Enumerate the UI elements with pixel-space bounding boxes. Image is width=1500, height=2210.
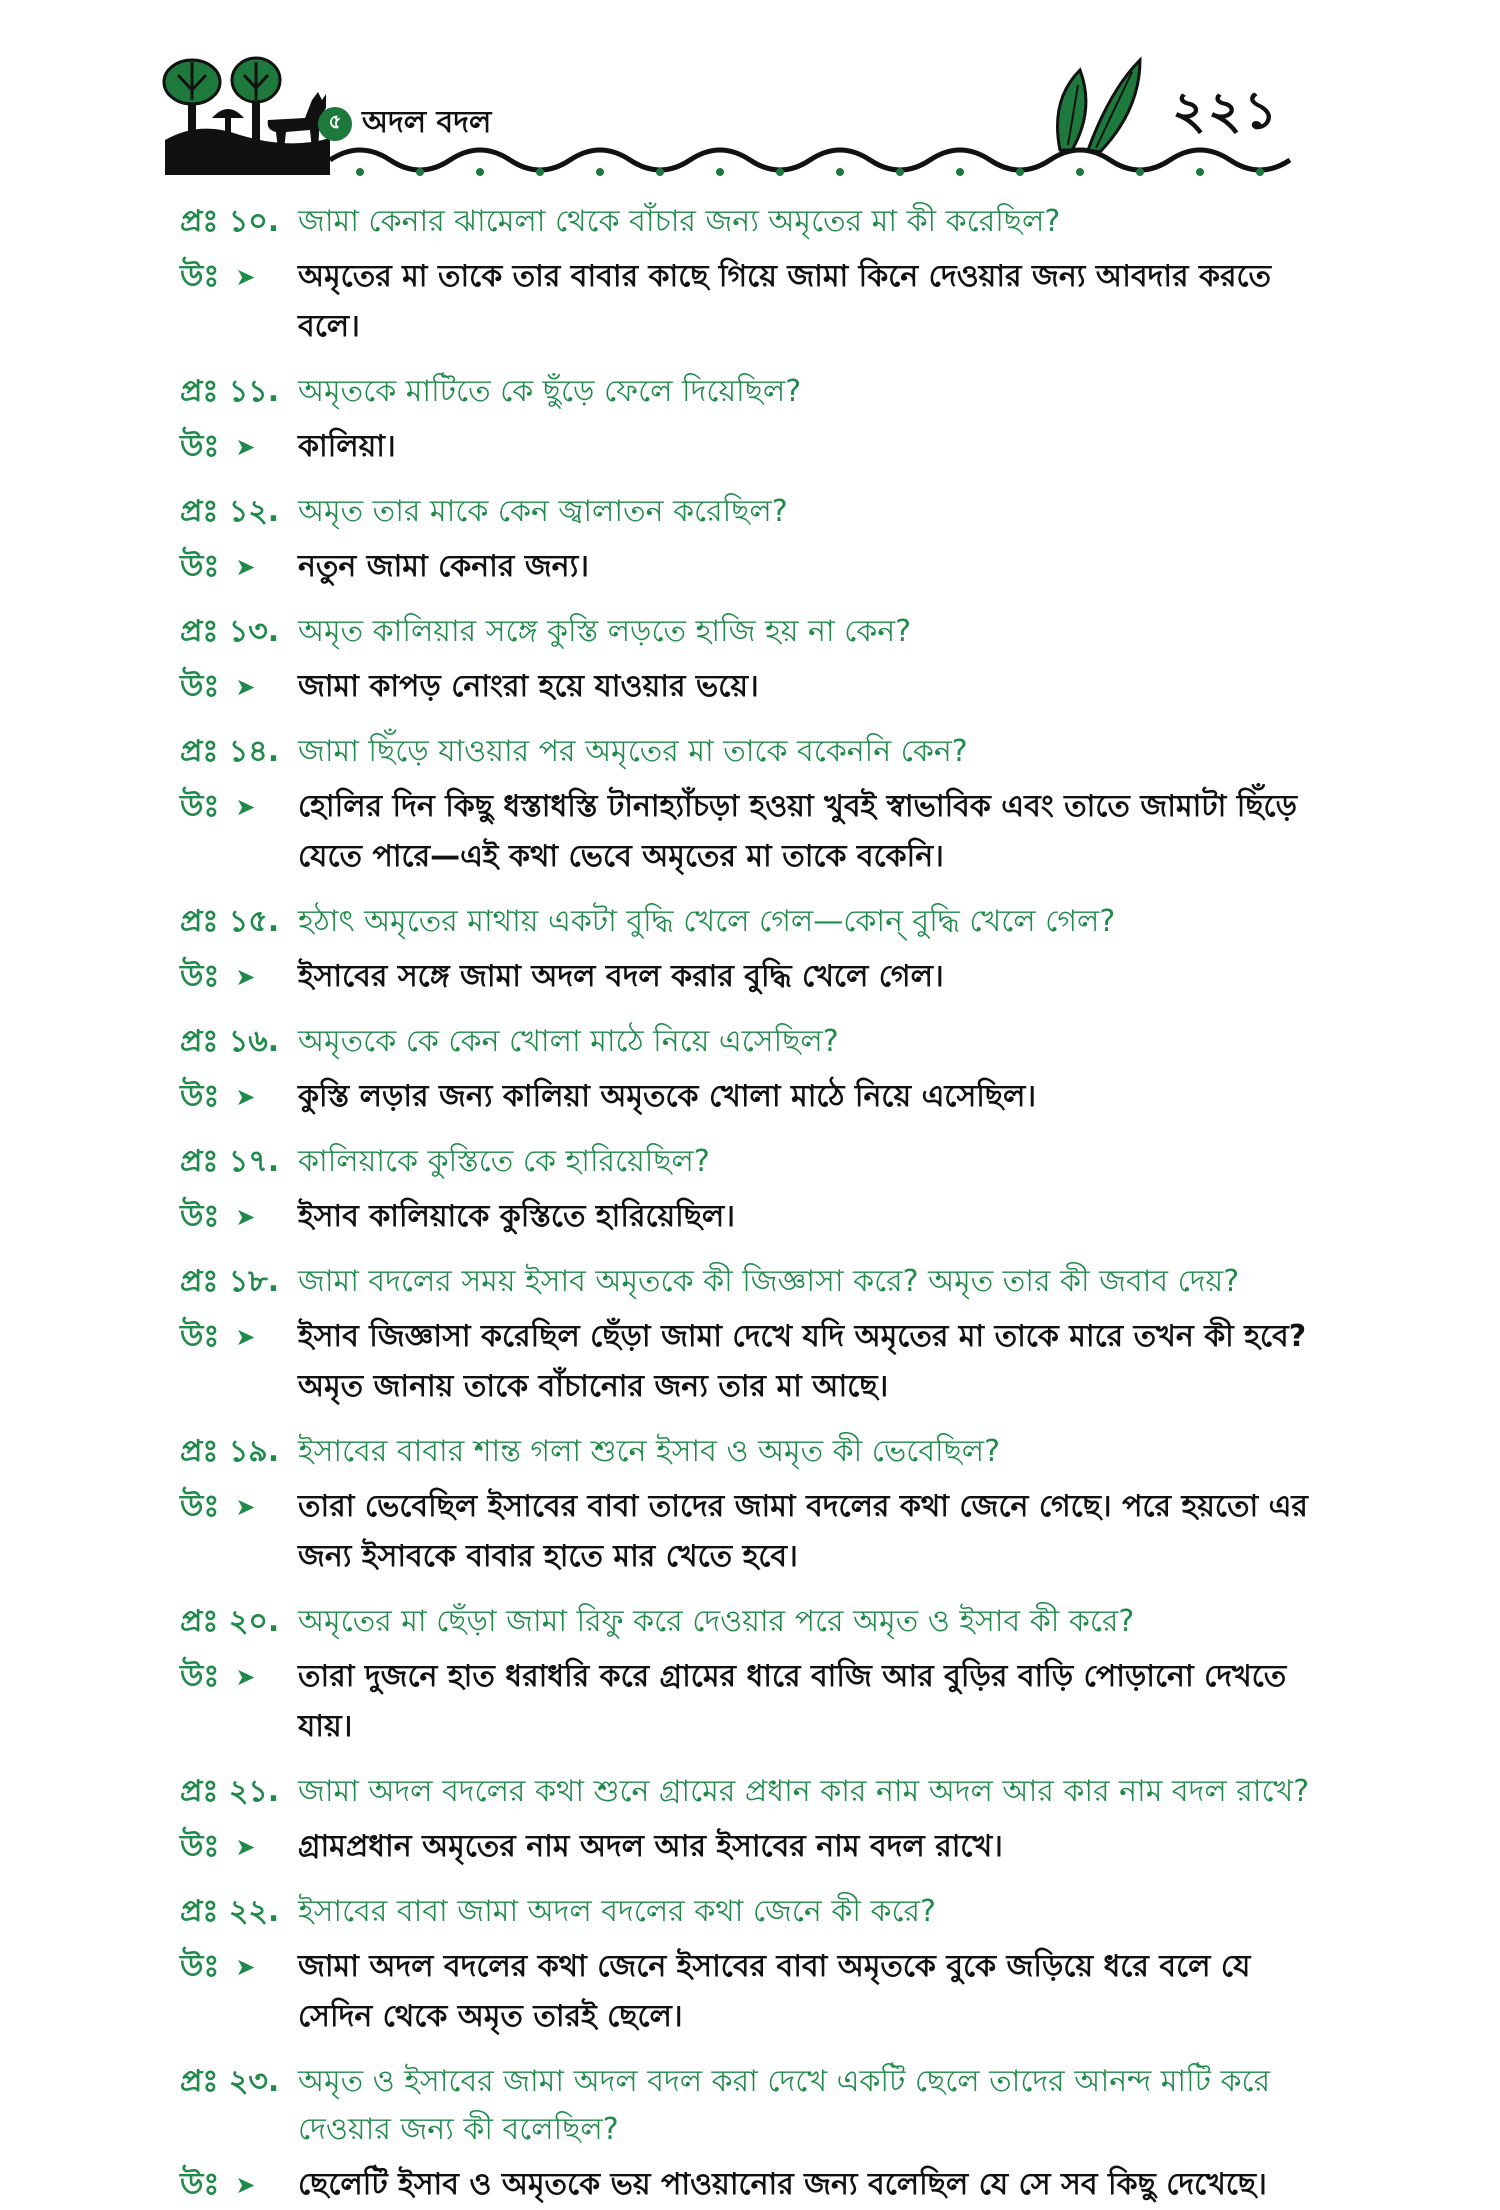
question-answer-list — [180, 198, 1320, 2210]
question-text: অমৃতকে কে কেন খোলা মাঠে নিয়ে এসেছিল? — [298, 1024, 839, 1059]
question-prefix: প্রঃ ২২. — [180, 1894, 280, 1929]
chapter-number: ৫ — [318, 107, 352, 141]
answer-prefix — [180, 542, 298, 592]
tree-icon — [232, 58, 280, 145]
answer-label: উঃ — [180, 1489, 220, 1524]
question-prefix: প্রঃ ২০. — [180, 1604, 280, 1639]
question-prefix: প্রঃ ১৮. — [180, 1264, 280, 1299]
answer-text: তারা ভেবেছিল ইসাবের বাবা তাদের জামা বদলের কথা জেনে গেছে। পরে হয়তো এর জন্য ইসাবকে বাবার হাতে মার খেতে হবে। — [298, 1489, 1308, 1574]
question-row — [180, 2058, 1320, 2154]
answer-row — [180, 782, 1320, 882]
answer-prefix — [180, 662, 298, 712]
answer-prefix — [180, 1652, 298, 1702]
answer-prefix — [180, 1482, 298, 1532]
answer-text: ইসাব কালিয়াকে কুস্তিতে হারিয়েছিল। — [298, 1199, 736, 1234]
chapter-label — [318, 98, 491, 149]
answer-text: ছেলেটি ইসাব ও অমৃতকে ভয় পাওয়ানোর জন্য বলেছিল যে সে সব কিছু দেখেছে। — [298, 2167, 1267, 2202]
answer-prefix — [180, 1072, 298, 1122]
question-prefix: প্রঃ ২৩. — [180, 2064, 280, 2099]
answer-row — [180, 542, 1320, 592]
arrow-icon: ➤ — [235, 963, 256, 991]
answer-label: উঃ — [180, 549, 220, 584]
answer-row — [180, 1312, 1320, 1412]
question-prefix: প্রঃ ১২. — [180, 494, 280, 529]
answer-text: কুস্তি লড়ার জন্য কালিয়া অমৃতকে খোলা মাঠে নিয়ে এসেছিল। — [298, 1079, 1037, 1114]
arrow-icon: ➤ — [235, 1663, 256, 1691]
answer-text: নতুন জামা কেনার জন্য। — [298, 549, 589, 584]
page-number: ২২১ — [1172, 81, 1280, 141]
page-header — [0, 0, 1500, 190]
answer-label: উঃ — [180, 259, 220, 294]
question-text: হঠাৎ অমৃতের মাথায় একটা বুদ্ধি খেলে গেল—কোন্ বুদ্ধি খেলে গেল? — [298, 904, 1116, 939]
arrow-icon: ➤ — [235, 793, 256, 821]
answer-row — [180, 1192, 1320, 1242]
question-row — [180, 1258, 1320, 1306]
answer-row — [180, 1072, 1320, 1122]
question-prefix: প্রঃ ১৬. — [180, 1024, 280, 1059]
arrow-icon: ➤ — [235, 553, 256, 581]
question-text: ইসাবের বাবার শান্ত গলা শুনে ইসাব ও অমৃত কী ভেবেছিল? — [298, 1434, 1001, 1469]
answer-row — [180, 1482, 1320, 1582]
arrow-icon: ➤ — [235, 1833, 256, 1861]
arrow-icon: ➤ — [235, 673, 256, 701]
answer-text: হোলির দিন কিছু ধস্তাধস্তি টানাহ্যাঁচড়া হওয়া খুবই স্বাভাবিক এবং তাতে জামাটা ছিঁড়ে যেতে পারে—এই কথা ভেবে অমৃতের মা তাকে বকেনি। — [298, 789, 1298, 874]
question-row — [180, 608, 1320, 656]
arrow-icon: ➤ — [235, 433, 256, 461]
question-prefix: প্রঃ ১৯. — [180, 1434, 280, 1469]
answer-row — [180, 2160, 1320, 2210]
answer-prefix — [180, 1822, 298, 1872]
answer-prefix — [180, 1312, 298, 1362]
answer-text: জামা কাপড় নোংরা হয়ে যাওয়ার ভয়ে। — [298, 669, 759, 704]
answer-prefix — [180, 782, 298, 832]
question-prefix: প্রঃ ১১. — [180, 374, 280, 409]
answer-label: উঃ — [180, 669, 220, 704]
question-row — [180, 1598, 1320, 1646]
question-prefix: প্রঃ ১৩. — [180, 614, 280, 649]
question-text: অমৃত ও ইসাবের জামা অদল বদল করা দেখে একটি ছেলে তাদের আনন্দ মাটি করে দেওয়ার জন্য কী বলেছিল? — [298, 2064, 1271, 2147]
question-row — [180, 728, 1320, 776]
answer-label: উঃ — [180, 789, 220, 824]
question-prefix: প্রঃ ১৭. — [180, 1144, 280, 1179]
answer-label: উঃ — [180, 1079, 220, 1114]
arrow-icon: ➤ — [235, 263, 256, 291]
arrow-icon: ➤ — [235, 1083, 256, 1111]
arrow-icon: ➤ — [235, 2171, 256, 2199]
answer-text: ইসাবের সঙ্গে জামা অদল বদল করার বুদ্ধি খেলে গেল। — [298, 959, 944, 994]
question-text: জামা অদল বদলের কথা শুনে গ্রামের প্রধান কার নাম অদল আর কার নাম বদল রাখে? — [298, 1774, 1310, 1809]
question-text: ইসাবের বাবা জামা অদল বদলের কথা জেনে কী করে? — [298, 1894, 936, 1929]
question-row — [180, 198, 1320, 246]
answer-label: উঃ — [180, 959, 220, 994]
answer-prefix — [180, 2160, 298, 2210]
question-text: জামা ছিঁড়ে যাওয়ার পর অমৃতের মা তাকে বকেননি কেন? — [298, 734, 968, 769]
arrow-icon: ➤ — [235, 1203, 256, 1231]
answer-label: উঃ — [180, 1199, 220, 1234]
answer-row — [180, 1942, 1320, 2042]
answer-row — [180, 1822, 1320, 1872]
question-prefix: প্রঃ ২১. — [180, 1774, 280, 1809]
answer-row — [180, 952, 1320, 1002]
answer-prefix — [180, 1942, 298, 1992]
answer-label: উঃ — [180, 1949, 220, 1984]
answer-label: উঃ — [180, 2167, 220, 2202]
answer-text: কালিয়া। — [298, 429, 396, 464]
answer-row — [180, 662, 1320, 712]
answer-label: উঃ — [180, 1829, 220, 1864]
answer-text: অমৃতের মা তাকে তার বাবার কাছে গিয়ে জামা কিনে দেওয়ার জন্য আবদার করতে বলে। — [298, 259, 1272, 344]
answer-text: তারা দুজনে হাত ধরাধরি করে গ্রামের ধারে বাজি আর বুড়ির বাড়ি পোড়ানো দেখতে যায়। — [298, 1659, 1287, 1744]
answer-row — [180, 1652, 1320, 1752]
question-text: জামা কেনার ঝামেলা থেকে বাঁচার জন্য অমৃতের মা কী করেছিল? — [298, 204, 1061, 239]
question-text: অমৃত কালিয়ার সঙ্গে কুস্তি লড়তে হাজি হয় না কেন? — [298, 614, 912, 649]
answer-label: উঃ — [180, 429, 220, 464]
question-text: অমৃতকে মাটিতে কে ছুঁড়ে ফেলে দিয়েছিল? — [298, 374, 802, 409]
answer-label: উঃ — [180, 1659, 220, 1694]
question-text: অমৃতের মা ছেঁড়া জামা রিফু করে দেওয়ার পরে অমৃত ও ইসাব কী করে? — [298, 1604, 1135, 1639]
question-row — [180, 1888, 1320, 1936]
answer-row — [180, 422, 1320, 472]
arrow-icon: ➤ — [235, 1953, 256, 1981]
arrow-icon: ➤ — [235, 1323, 256, 1351]
question-row — [180, 898, 1320, 946]
answer-prefix — [180, 952, 298, 1002]
question-row — [180, 1768, 1320, 1816]
chapter-title: অদল বদল — [362, 105, 492, 140]
question-row — [180, 1138, 1320, 1186]
answer-label: উঃ — [180, 1319, 220, 1354]
question-row — [180, 488, 1320, 536]
question-prefix: প্রঃ ১০. — [180, 204, 280, 239]
answer-row — [180, 252, 1320, 352]
question-text: জামা বদলের সময় ইসাব অমৃতকে কী জিজ্ঞাসা করে? অমৃত তার কী জবাব দেয়? — [298, 1264, 1240, 1299]
question-text: অমৃত তার মাকে কেন জ্বালাতন করেছিল? — [298, 494, 788, 529]
question-text: কালিয়াকে কুস্তিতে কে হারিয়েছিল? — [298, 1144, 710, 1179]
answer-text: গ্রামপ্রধান অমৃতের নাম অদল আর ইসাবের নাম বদল রাখে। — [298, 1829, 1003, 1864]
arrow-icon: ➤ — [235, 1493, 256, 1521]
answer-text: জামা অদল বদলের কথা জেনে ইসাবের বাবা অমৃতকে বুকে জড়িয়ে ধরে বলে যে সেদিন থেকে অমৃত তারই ছেলে। — [298, 1949, 1251, 2034]
answer-prefix — [180, 252, 298, 302]
question-prefix: প্রঃ ১৫. — [180, 904, 280, 939]
answer-prefix — [180, 1192, 298, 1242]
question-prefix: প্রঃ ১৪. — [180, 734, 280, 769]
question-row — [180, 368, 1320, 416]
answer-prefix — [180, 422, 298, 472]
question-row — [180, 1018, 1320, 1066]
answer-text: ইসাব জিজ্ঞাসা করেছিল ছেঁড়া জামা দেখে যদি অমৃতের মা তাকে মারে তখন কী হবে? অমৃত জানায় তাকে বাঁচানোর জন্য তার মা আছে। — [298, 1319, 1307, 1404]
question-row — [180, 1428, 1320, 1476]
leaf-icon — [1058, 60, 1141, 152]
